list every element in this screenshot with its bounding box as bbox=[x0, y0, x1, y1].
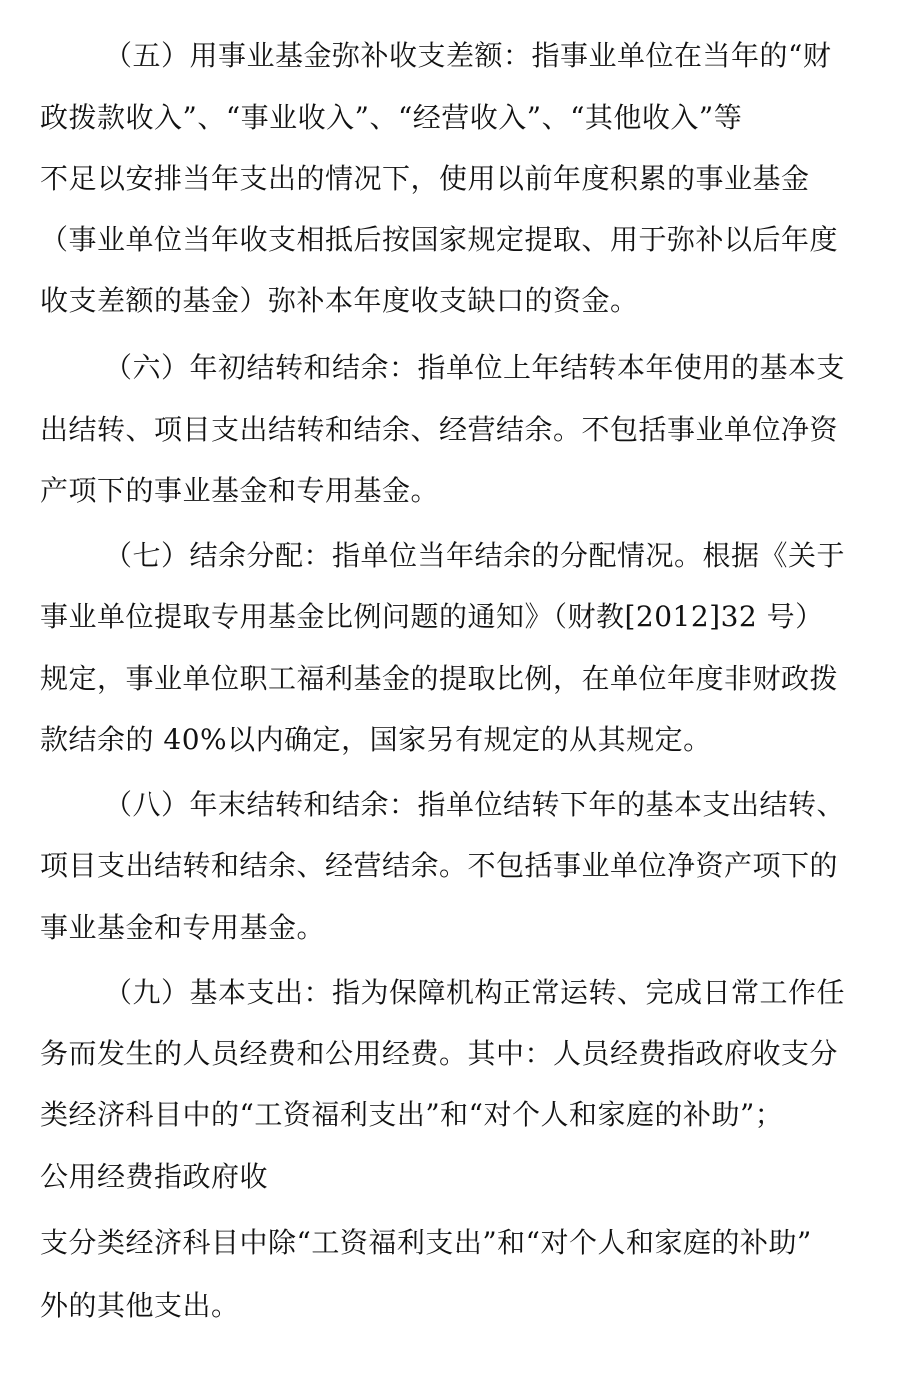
para-8-line-2: 项目支出结转和结余、经营结余。不包括事业单位净资产项下的 bbox=[40, 849, 839, 882]
para-8-line-1: （八）年末结转和结余：指单位结转下年的基本支出结转、 bbox=[104, 788, 846, 821]
para-5-line-4: （事业单位当年收支相抵后按国家规定提取、用于弥补以后年度 bbox=[40, 223, 839, 256]
para-7-line-1: （七）结余分配：指单位当年结余的分配情况。根据《关于 bbox=[104, 539, 846, 572]
para-6-line-2: 出结转、项目支出结转和结余、经营结余。不包括事业单位净资 bbox=[40, 413, 839, 446]
para-6-line-1: （六）年初结转和结余：指单位上年结转本年使用的基本支 bbox=[104, 351, 846, 384]
para-9-line-1: （九）基本支出：指为保障机构正常运转、完成日常工作任 bbox=[104, 976, 846, 1009]
para-9-line-3: 类经济科目中的“工资福利支出”和“对个人和家庭的补助”； bbox=[40, 1098, 784, 1131]
para-9-line-6: 外的其他支出。 bbox=[40, 1289, 240, 1322]
para-8-line-3: 事业基金和专用基金。 bbox=[40, 911, 326, 944]
para-7-line-2: 事业单位提取专用基金比例问题的通知》（财教[2012]32 号） bbox=[40, 600, 824, 633]
para-7-line-4: 款结余的 40%以内确定，国家另有规定的从其规定。 bbox=[40, 723, 712, 756]
para-9-line-5: 支分类经济科目中除“工资福利支出”和“对个人和家庭的补助” bbox=[40, 1226, 812, 1259]
para-7-line-3: 规定，事业单位职工福利基金的提取比例，在单位年度非财政拨 bbox=[40, 662, 839, 695]
para-9-line-2: 务而发生的人员经费和公用经费。其中：人员经费指政府收支分 bbox=[40, 1037, 839, 1070]
para-5-line-5: 收支差额的基金）弥补本年度收支缺口的资金。 bbox=[40, 284, 639, 317]
para-5-line-3: 不足以安排当年支出的情况下，使用以前年度积累的事业基金 bbox=[40, 162, 810, 195]
para-5-line-1: （五）用事业基金弥补收支差额：指事业单位在当年的“财 bbox=[104, 39, 832, 72]
para-6-line-3: 产项下的事业基金和专用基金。 bbox=[40, 474, 440, 507]
para-5-line-2: 政拨款收入”、“事业收入”、“经营收入”、“其他收入”等 bbox=[40, 101, 743, 134]
para-9-line-4: 公用经费指政府收 bbox=[40, 1160, 269, 1193]
